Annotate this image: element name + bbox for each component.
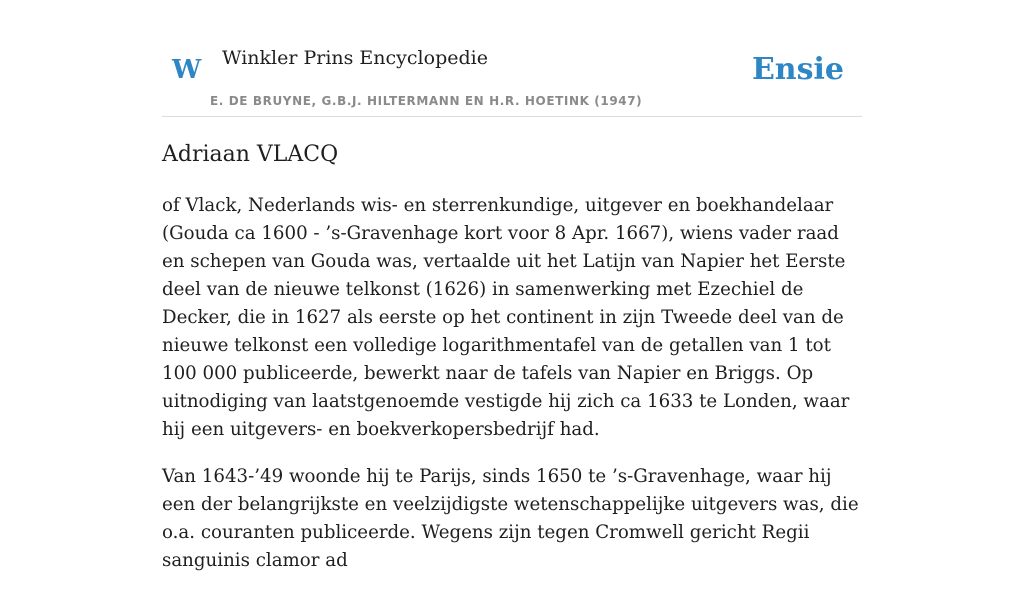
site-header	[162, 0, 862, 117]
source-authors: E. DE BRUYNE, G.B.J. HILTERMANN EN H.R. HOETINK (1947)	[210, 94, 643, 108]
source-title[interactable]: Winkler Prins Encyclopedie	[222, 47, 488, 69]
article-paragraph: Van 1643-’49 woonde hij te Parijs, sinds 1650 te ’s-Gravenhage, waar hij een der belangrijkste en veelzijdigste wetenschappelijke uitgevers was, die o.a. couranten publiceerde. Wegens zijn tegen Cromwell gericht Regii sanguinis clamor ad	[162, 466, 859, 571]
page	[162, 0, 862, 571]
winkler-prins-logo[interactable]: W	[172, 55, 202, 85]
ensie-brand-logo[interactable]: Ensie	[751, 52, 844, 87]
article-paragraph: of Vlack, Nederlands wis- en sterrenkundige, uitgever en boekhandelaar (Gouda ca 1600 - ’s-Gravenhage kort voor 8 Apr. 1667), wiens vader raad en schepen van Gouda was, vertaalde uit het Latijn van Napier het Eerste deel van de nieuwe telkonst (1626) in samenwerking met Ezechiel de Decker, die in 1627 als eerste op het continent in zijn Tweede deel van de nieuwe telkonst een volledige logarithmentafel van de getallen van 1 tot 100 000 publiceerde, bewerkt naar de tafels van Napier en Briggs. Op uitnodiging van laatstgenoemde vestigde hij zich ca 1633 te Londen, waar hij een uitgevers- en boekverkopersbedrijf had.	[162, 195, 850, 440]
article-body	[162, 192, 862, 594]
article-title: Adriaan VLACQ	[162, 142, 339, 167]
